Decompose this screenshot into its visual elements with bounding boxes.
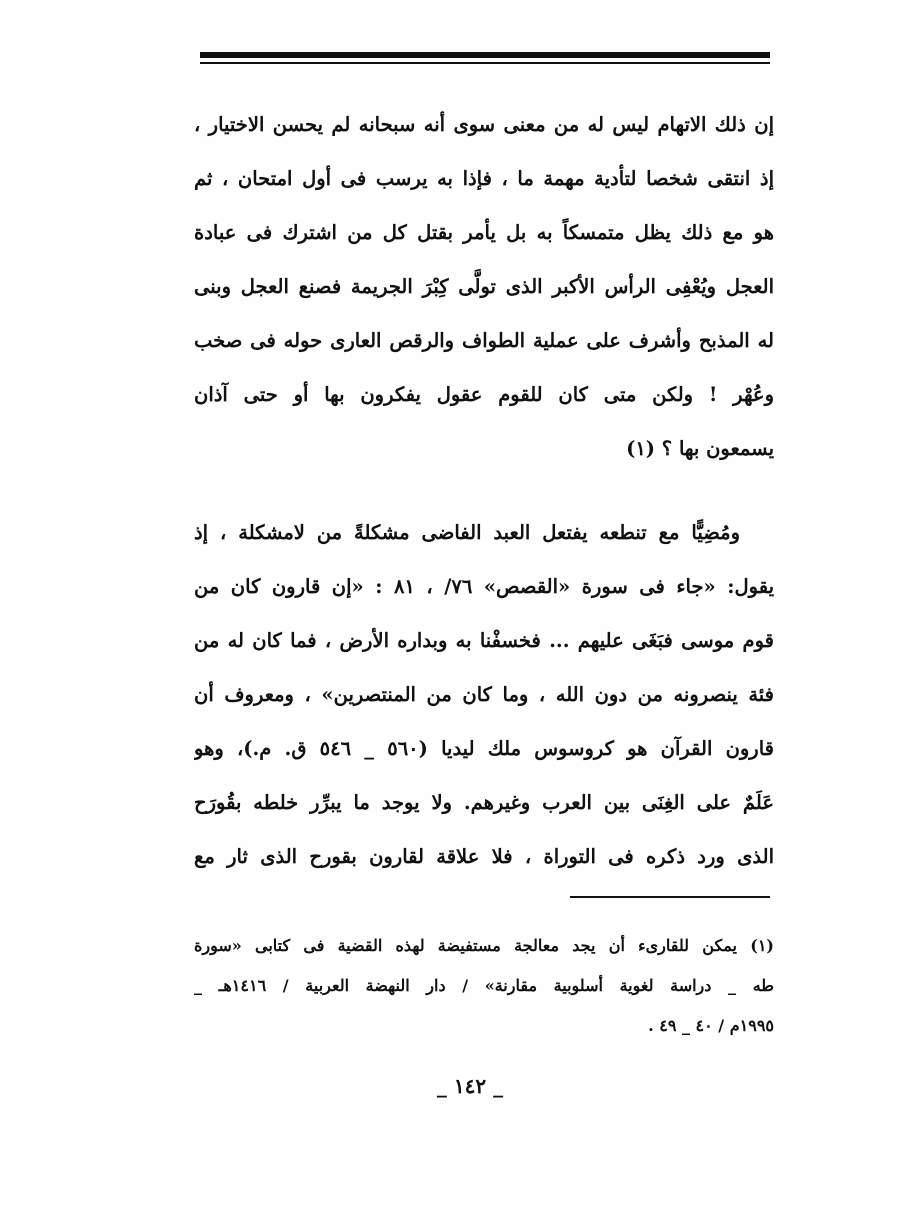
text-line: قوم موسى فبَغَى عليهم ... فخسفْنا به وبداره الأرض ، فما كان له من bbox=[194, 629, 774, 652]
text-line: فئة ينصرونه من دون الله ، وما كان من المنتصرين» ، ومعروف أن bbox=[194, 683, 774, 706]
footnote-separator bbox=[570, 896, 770, 898]
text-line: إن ذلك الاتهام ليس له من معنى سوى أنه سبحانه لم يحسن الاختيار ، bbox=[194, 113, 774, 136]
footnote bbox=[194, 926, 774, 1046]
header-double-rule bbox=[200, 52, 770, 68]
text-line: إذ انتقى شخصا لتأدية مهمة ما ، فإذا به يرسب فى أول امتحان ، ثم bbox=[194, 167, 774, 190]
paragraph-2 bbox=[194, 506, 774, 884]
paragraph-gap bbox=[194, 476, 774, 506]
header-rule-thick bbox=[200, 52, 770, 58]
text-line: وعُهْر ! ولكن متى كان للقوم عقول يفكرون بها أو حتى آذان bbox=[194, 383, 774, 406]
text-line: يقول: «جاء فى سورة «القصص» ٧٦/ ، ٨١ : «إن قارون كان من bbox=[194, 575, 774, 598]
text-line: العجل ويُعْفِى الرأس الأكبر الذى تولَّى كِبْرَ الجريمة فصنع العجل وبنى bbox=[194, 275, 774, 298]
paragraph-1 bbox=[194, 98, 774, 476]
footnote-line: طه _ دراسة لغوية أسلوبية مقارنة» / دار النهضة العربية / ١٤١٦هـ _ bbox=[194, 976, 774, 995]
text-line: عَلَمٌ على الغِنَى بين العرب وغيرهم. ولا يوجد ما يبرِّر خلطه بقُورَح bbox=[194, 791, 774, 814]
text-line: ومُضِيًّا مع تنطعه يفتعل العبد الفاضى مشكلةً من لامشكلة ، إذ bbox=[194, 521, 740, 544]
text-line: قارون القرآن هو كروسوس ملك ليديا (٥٦٠ _ ٥٤٦ ق. م.)، وهو bbox=[194, 737, 774, 760]
footnote-line: (١) يمكن للقارىء أن يجد معالجة مستفيضة لهذه القضية فى كتابى «سورة bbox=[194, 936, 774, 955]
text-line: الذى ورد ذكره فى التوراة ، فلا علاقة لقارون بقورح الذى ثار مع bbox=[194, 845, 774, 868]
body-text bbox=[194, 98, 774, 884]
text-line: له المذبح وأشرف على عملية الطواف والرقص العارى حوله فى صخب bbox=[194, 329, 774, 352]
header-rule-thin bbox=[200, 62, 770, 64]
page-number: _ ١٤٢ _ bbox=[436, 1074, 504, 1098]
footnote-line: ١٩٩٥م / ٤٠ _ ٤٩ . bbox=[648, 1016, 774, 1035]
text-line: يسمعون بها ؟ (١) bbox=[626, 437, 774, 460]
text-line: هو مع ذلك يظل متمسكاً به بل يأمر بقتل كل من اشترك فى عبادة bbox=[194, 221, 774, 244]
